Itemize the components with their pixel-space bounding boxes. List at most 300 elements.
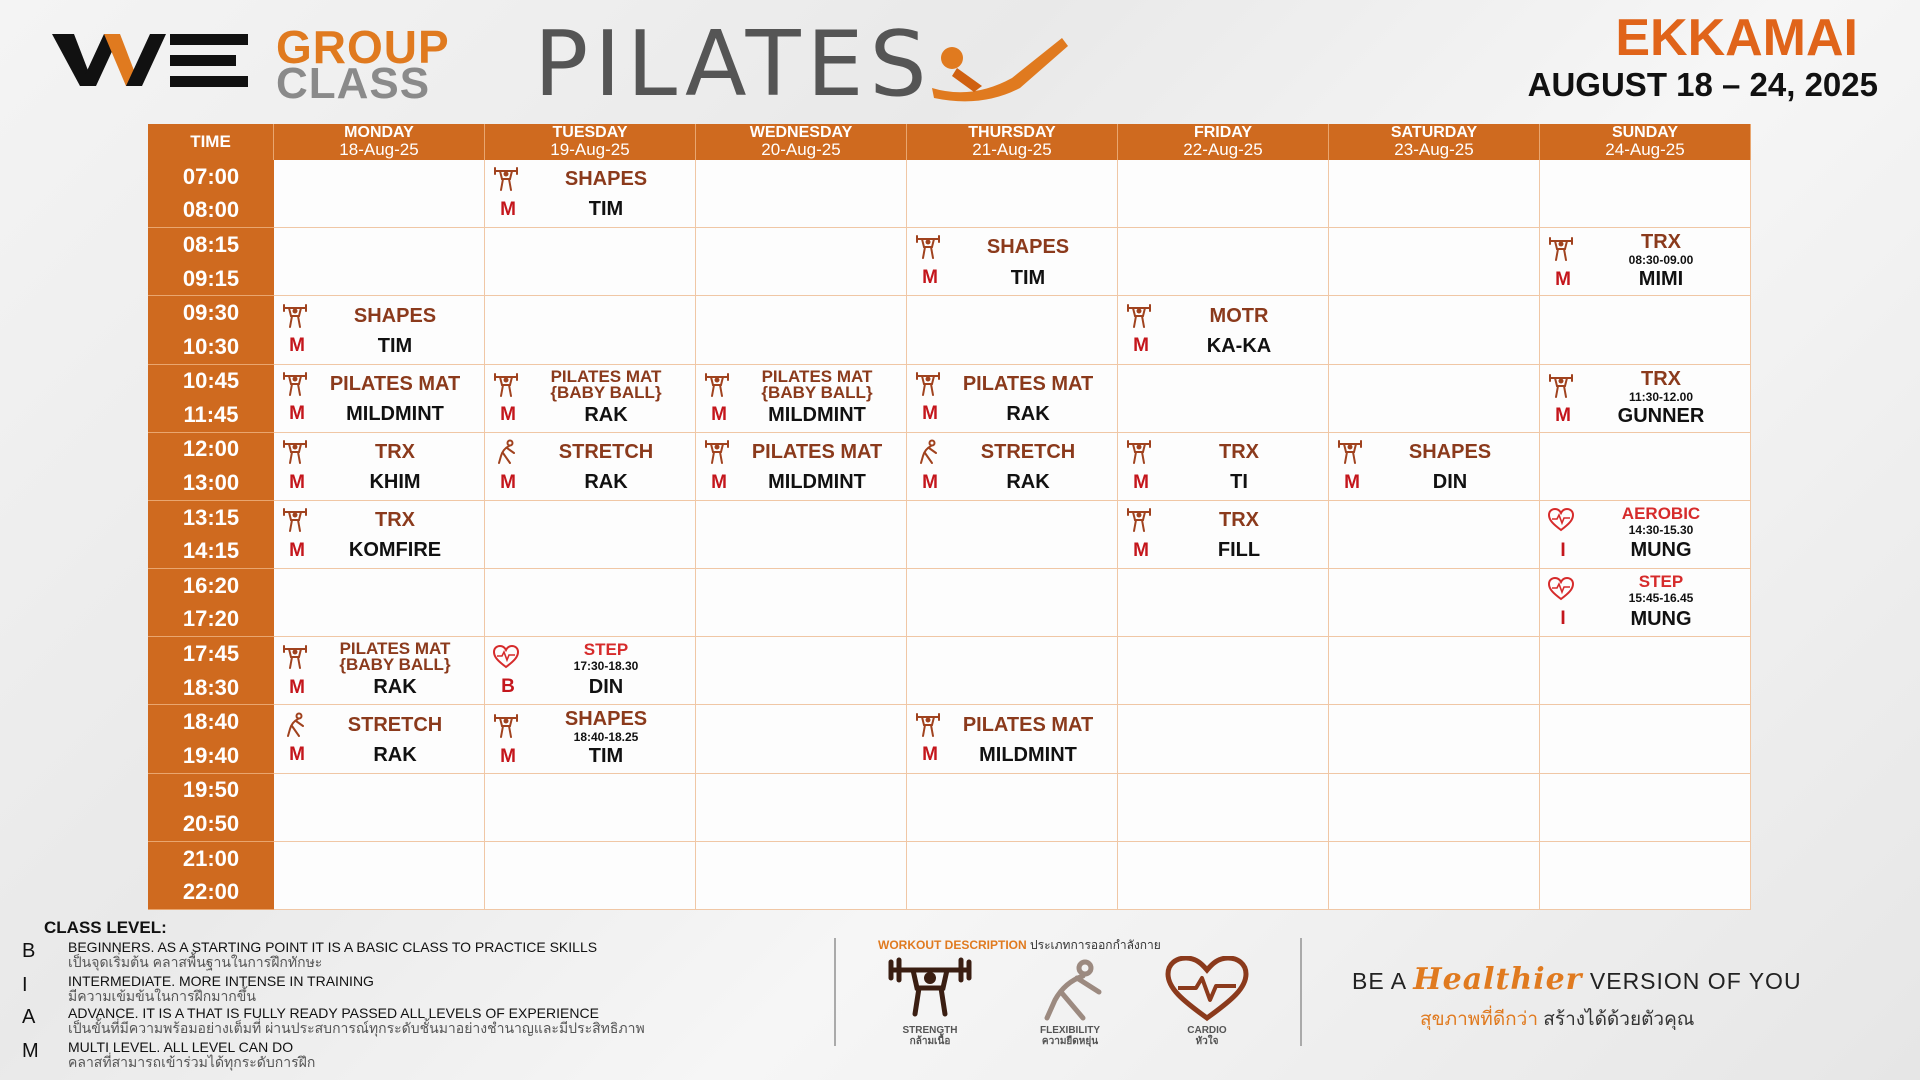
- instructor-name: TIM: [1010, 266, 1046, 289]
- class-name: [312, 306, 478, 326]
- class-name: [523, 709, 689, 743]
- tagline: BE A Healthier VERSION OF YOU: [1352, 962, 1802, 997]
- class-level: M: [711, 404, 727, 426]
- schedule-cell: [1540, 365, 1751, 433]
- class-name-text: PILATES MAT: [329, 372, 461, 395]
- schedule-cell: [1540, 296, 1751, 364]
- class-level: M: [1133, 471, 1149, 493]
- class-entry[interactable]: [274, 296, 484, 363]
- schedule-cell: [1329, 569, 1540, 637]
- strength-icon: [282, 439, 308, 465]
- strength-icon: [704, 439, 730, 465]
- schedule-cell: [1329, 501, 1540, 569]
- day-date: 18-Aug-25: [339, 140, 419, 160]
- class-level: M: [922, 471, 938, 493]
- level-desc-m: [68, 1040, 828, 1071]
- instructor-name: DIN: [588, 675, 624, 698]
- day-name: SATURDAY: [1390, 123, 1478, 141]
- class-name: [945, 374, 1111, 394]
- time-slot: [148, 569, 274, 637]
- day-date: 20-Aug-25: [761, 140, 841, 160]
- schedule-cell: [1118, 228, 1329, 296]
- schedule-cell: [1118, 774, 1329, 842]
- schedule-cell: [907, 774, 1118, 842]
- day-name: TUESDAY: [552, 123, 628, 141]
- schedule-cell: [696, 296, 907, 364]
- strength-icon: [885, 956, 975, 1022]
- class-entry[interactable]: [1118, 296, 1328, 363]
- schedule-cell: [1540, 501, 1751, 569]
- tagline-thai: สุขภาพที่ดีกว่า สร้างได้ด้วยตัวคุณ: [1420, 1009, 1695, 1030]
- instructor-name: MILDMINT: [346, 402, 444, 425]
- day-name: MONDAY: [344, 123, 414, 141]
- class-entry[interactable]: [485, 705, 695, 772]
- class-level: M: [922, 744, 938, 766]
- class-name-text: AEROBIC: [1621, 503, 1701, 523]
- schedule-cell: [907, 365, 1118, 433]
- class-name: [734, 366, 900, 402]
- schedule-cell: [485, 296, 696, 364]
- class-level: M: [1133, 335, 1149, 357]
- time-slot: [148, 705, 274, 773]
- instructor-name: KA-KA: [1206, 334, 1272, 357]
- schedule-cell: [696, 365, 907, 433]
- schedule-cell: [1118, 160, 1329, 228]
- instructor-name: RAK: [373, 676, 417, 699]
- pilates-pose-icon: [912, 28, 1072, 104]
- schedule-cell: [1540, 842, 1751, 910]
- instructor-name: RAK: [584, 471, 628, 494]
- level-thai: เป็นจุดเริ่มต้น คลาสพื้นฐานในการฝึกทักษะ: [68, 954, 323, 971]
- day-header-tuesday: [485, 124, 696, 160]
- class-entry[interactable]: [485, 637, 695, 704]
- strength-icon: [493, 166, 519, 192]
- class-name-text: TRX: [1219, 509, 1259, 532]
- schedule-cell: [1540, 569, 1751, 637]
- strength-icon: [1548, 373, 1574, 399]
- time-slot: [148, 501, 274, 569]
- instructor-name: TIM: [588, 745, 624, 768]
- slot-start: 18:40: [182, 709, 240, 735]
- slot-start: 16:20: [182, 572, 240, 598]
- class-entry[interactable]: [274, 365, 484, 432]
- class-entry[interactable]: [1540, 501, 1750, 568]
- class-level: M: [711, 471, 727, 493]
- class-level: M: [289, 539, 305, 561]
- class-level: M: [289, 744, 305, 766]
- class-level: I: [1560, 539, 1566, 561]
- class-entry[interactable]: [907, 228, 1117, 295]
- schedule-cell: [1118, 569, 1329, 637]
- schedule-cell: [274, 705, 485, 773]
- level-letter-b: B: [22, 940, 36, 962]
- schedule-cell: [1329, 842, 1540, 910]
- level-desc-i: [68, 974, 828, 1005]
- schedule-cell: [1540, 637, 1751, 705]
- class-level: M: [1344, 471, 1360, 493]
- class-name-text: SHAPES: [1408, 440, 1492, 463]
- footer-divider: [1300, 938, 1302, 1046]
- we-logo: [52, 24, 252, 96]
- strength-icon: [915, 371, 941, 397]
- schedule-cell: [1540, 433, 1751, 501]
- strength-icon: [1126, 507, 1152, 533]
- slot-end: 10:30: [182, 333, 240, 359]
- date-range: AUGUST 18 – 24, 2025: [1527, 66, 1878, 103]
- time-slot: [148, 433, 274, 501]
- day-header-sunday: [1540, 124, 1751, 160]
- class-level: M: [1555, 405, 1571, 427]
- footer-divider: [834, 938, 836, 1046]
- class-entry[interactable]: [1540, 228, 1750, 295]
- cardio-icon: [493, 644, 519, 670]
- cardio-icon: [1162, 956, 1252, 1022]
- instructor-name: MUNG: [1630, 539, 1692, 562]
- class-level: M: [1133, 539, 1149, 561]
- instructor-name: DIN: [1432, 471, 1468, 494]
- schedule-cell: [696, 842, 907, 910]
- day-name: THURSDAY: [968, 123, 1056, 141]
- class-name: [945, 237, 1111, 257]
- slot-start: 12:00: [182, 436, 240, 462]
- schedule-cell: [907, 842, 1118, 910]
- flexibility-icon: [493, 439, 519, 465]
- slot-start: 13:15: [182, 504, 240, 530]
- day-date: 19-Aug-25: [550, 140, 630, 160]
- class-name-text: STRETCH: [980, 440, 1076, 463]
- day-name: FRIDAY: [1193, 123, 1253, 141]
- flexibility-label: FLEXIBILITY ความยืดหยุ่น: [1040, 1025, 1100, 1047]
- class-name-text: PILATES MAT: [751, 440, 883, 463]
- class-level: M: [922, 267, 938, 289]
- schedule-cell: [1329, 228, 1540, 296]
- schedule-cell: [1540, 705, 1751, 773]
- instructor-name: MIMI: [1638, 268, 1684, 291]
- slot-end: 22:00: [182, 879, 240, 905]
- class-name: [312, 641, 478, 673]
- time-slot: [148, 160, 274, 228]
- workout-title-thai: ประเภทการออกกำลังกาย: [1030, 938, 1161, 952]
- time-slot: [148, 637, 274, 705]
- class-time: 18:40-18.25: [573, 730, 639, 745]
- class-entry[interactable]: [485, 433, 695, 500]
- schedule-cell: [1540, 774, 1751, 842]
- schedule-cell: [274, 160, 485, 228]
- schedule-cell: [1329, 774, 1540, 842]
- class-name: [1367, 442, 1533, 462]
- class-name: [523, 442, 689, 462]
- class-name-text: TRX: [375, 509, 415, 532]
- class-level: M: [922, 403, 938, 425]
- class-entry[interactable]: [1329, 433, 1539, 500]
- level-thai: มีความเข้มข้นในการฝึกมากขึ้น: [68, 988, 256, 1005]
- schedule-cell: [274, 433, 485, 501]
- slot-end: 11:45: [183, 401, 239, 427]
- schedule-cell: [485, 637, 696, 705]
- schedule-cell: [1118, 433, 1329, 501]
- strength-icon: [282, 371, 308, 397]
- class-level: M: [1555, 268, 1571, 290]
- class-name: [1156, 442, 1322, 462]
- class-name-text: SHAPES: [564, 708, 648, 731]
- slot-start: 21:00: [182, 845, 240, 871]
- day-header-monday: [274, 124, 485, 160]
- schedule-cell: [696, 228, 907, 296]
- class-entry[interactable]: [274, 705, 484, 772]
- schedule-cell: [907, 637, 1118, 705]
- slot-end: 20:50: [182, 810, 240, 836]
- slot-end: 18:30: [182, 674, 240, 700]
- class-name-text: TRX: [375, 440, 415, 463]
- schedule-cell: [907, 296, 1118, 364]
- level-desc-b: [68, 940, 828, 971]
- slot-start: 09:30: [182, 300, 240, 326]
- class-entry[interactable]: [1118, 433, 1328, 500]
- schedule-cell: [1118, 501, 1329, 569]
- class-time: 15:45-16.45: [1628, 591, 1694, 606]
- schedule-cell: [696, 501, 907, 569]
- day-header-saturday: [1329, 124, 1540, 160]
- class-name-text: PILATES MAT: [761, 366, 873, 386]
- schedule-cell: [696, 774, 907, 842]
- class-name: [945, 715, 1111, 735]
- schedule-cell: [1118, 365, 1329, 433]
- strength-icon: [1126, 303, 1152, 329]
- day-date: 24-Aug-25: [1605, 140, 1685, 160]
- day-header-wednesday: [696, 124, 907, 160]
- class-name: [1156, 306, 1322, 326]
- class-name-sub: {BABY BALL}: [550, 382, 662, 402]
- class-name-text: STRETCH: [347, 713, 443, 736]
- class-time: 08:30-09.00: [1628, 253, 1694, 268]
- strength-icon: [282, 303, 308, 329]
- class-name: [312, 374, 478, 394]
- level-thai: คลาสที่สามารถเข้าร่วมได้ทุกระดับการฝึก: [68, 1054, 316, 1071]
- class-name-text: TRX: [1219, 440, 1259, 463]
- class-level: M: [289, 335, 305, 357]
- day-name: WEDNESDAY: [749, 123, 853, 141]
- class-entry[interactable]: [274, 433, 484, 500]
- schedule-cell: [485, 433, 696, 501]
- class-name-text: STEP: [1638, 572, 1684, 592]
- class-entry[interactable]: [1118, 501, 1328, 568]
- schedule-cell: [485, 365, 696, 433]
- cardio-label: CARDIO หัวใจ: [1187, 1025, 1227, 1047]
- schedule-cell: [696, 705, 907, 773]
- strength-icon: [1337, 439, 1363, 465]
- pilates-word: PILATES: [534, 12, 933, 117]
- schedule-cell: [274, 569, 485, 637]
- class-level: M: [289, 403, 305, 425]
- schedule-cell: [1118, 637, 1329, 705]
- instructor-name: RAK: [1006, 402, 1050, 425]
- class-name: [1578, 232, 1744, 266]
- class-level: M: [289, 676, 305, 698]
- instructor-name: FILL: [1217, 539, 1261, 562]
- instructor-name: RAK: [373, 743, 417, 766]
- class-name: [1156, 510, 1322, 530]
- schedule-cell: [274, 842, 485, 910]
- schedule-cell: [485, 705, 696, 773]
- time-slot: [148, 296, 274, 364]
- slot-end: 13:00: [182, 470, 240, 496]
- schedule-cell: [1118, 296, 1329, 364]
- schedule-cell: [274, 501, 485, 569]
- instructor-name: MILDMINT: [979, 743, 1077, 766]
- schedule-cell: [274, 296, 485, 364]
- strength-label: STRENGTH กล้ามเนื้อ: [902, 1025, 958, 1047]
- schedule-cell: [1118, 842, 1329, 910]
- class-name-text: PILATES MAT: [339, 639, 451, 659]
- class-level: B: [501, 676, 515, 698]
- class-name: [734, 442, 900, 462]
- class-name: [523, 169, 689, 189]
- schedule-cell: [907, 501, 1118, 569]
- flexibility-icon: [1025, 956, 1115, 1022]
- class-name-text: TRX: [1641, 231, 1681, 254]
- day-date: 21-Aug-25: [972, 140, 1052, 160]
- instructor-name: GUNNER: [1617, 404, 1705, 427]
- class-level: M: [289, 471, 305, 493]
- class-name-text: STEP: [583, 640, 629, 660]
- instructor-name: TIM: [588, 198, 624, 221]
- level-text: INTERMEDIATE. MORE INTENSE IN TRAINING: [68, 973, 374, 989]
- class-name-text: SHAPES: [564, 168, 648, 191]
- schedule-cell: [1329, 637, 1540, 705]
- time-slot: [148, 228, 274, 296]
- day-date: 22-Aug-25: [1183, 140, 1263, 160]
- time-slot: [148, 365, 274, 433]
- class-name: [312, 442, 478, 462]
- strength-icon: [1548, 236, 1574, 262]
- slot-end: 08:00: [182, 197, 240, 223]
- group-word: GROUP: [276, 21, 450, 73]
- class-entry[interactable]: [696, 433, 906, 500]
- strength-icon: [493, 372, 519, 398]
- level-thai: เป็นขั้นที่มีความพร้อมอย่างเต็มที่ ผ่านประสบการณ์ทุกระดับชั้นมาอย่างชำนาญและมีประสิทธิภาพ: [68, 1020, 645, 1037]
- day-header-thursday: [907, 124, 1118, 160]
- instructor-name: TI: [1230, 471, 1248, 494]
- schedule-cell: [1540, 160, 1751, 228]
- class-name: [945, 442, 1111, 462]
- schedule-cell: [1540, 228, 1751, 296]
- level-text: BEGINNERS. AS A STARTING POINT IT IS A BASIC CLASS TO PRACTICE SKILLS: [68, 939, 598, 955]
- level-text: ADVANCE. IT IS A THAT IS FULLY READY PASSED ALL LEVELS OF EXPERIENCE: [68, 1005, 599, 1021]
- level-letter-a: A: [22, 1006, 36, 1028]
- slot-end: 19:40: [182, 742, 240, 768]
- schedule-cell: [696, 637, 907, 705]
- class-entry[interactable]: [274, 637, 484, 704]
- class-level: M: [500, 745, 516, 767]
- schedule-cell: [1118, 705, 1329, 773]
- instructor-name: MILDMINT: [768, 403, 866, 426]
- class-entry[interactable]: [485, 160, 695, 227]
- strength-icon: [493, 713, 519, 739]
- class-time: 11:30-12.00: [1628, 389, 1694, 404]
- class-level-title: CLASS LEVEL:: [44, 918, 167, 937]
- class-name-text: PILATES MAT: [550, 366, 662, 386]
- class-level: M: [500, 471, 516, 493]
- class-level: I: [1560, 608, 1566, 630]
- level-text: MULTI LEVEL. ALL LEVEL CAN DO: [68, 1039, 294, 1055]
- time-slot: [148, 774, 274, 842]
- instructor-name: RAK: [1006, 471, 1050, 494]
- schedule-cell: [485, 160, 696, 228]
- strength-icon: [704, 372, 730, 398]
- slot-end: 14:15: [182, 538, 240, 564]
- class-entry[interactable]: [1540, 569, 1750, 636]
- instructor-name: MILDMINT: [768, 471, 866, 494]
- schedule-cell: [696, 433, 907, 501]
- instructor-name: MUNG: [1630, 607, 1692, 630]
- class-time: 17:30-18.30: [573, 659, 639, 674]
- class-name-text: STRETCH: [558, 440, 654, 463]
- class-name-text: MOTR: [1209, 304, 1269, 327]
- schedule-cell: [485, 569, 696, 637]
- class-level: M: [500, 404, 516, 426]
- class-entry[interactable]: [1540, 365, 1750, 432]
- class-name-text: PILATES MAT: [962, 372, 1094, 395]
- strength-icon: [1126, 439, 1152, 465]
- schedule-cell: [274, 774, 485, 842]
- class-name-text: TRX: [1641, 367, 1681, 390]
- strength-icon: [915, 234, 941, 260]
- class-word: CLASS: [276, 59, 431, 108]
- class-name-text: PILATES MAT: [962, 713, 1094, 736]
- schedule-table: [148, 124, 1750, 910]
- instructor-name: KOMFIRE: [348, 539, 442, 562]
- class-name: [1578, 573, 1744, 604]
- class-level: M: [500, 198, 516, 220]
- time-slot: [148, 842, 274, 910]
- class-name: [523, 366, 689, 402]
- branch-name: EKKAMAI: [1615, 9, 1858, 67]
- strength-icon: [915, 712, 941, 738]
- class-entry[interactable]: [485, 365, 695, 432]
- class-entry[interactable]: [274, 501, 484, 568]
- class-name: [523, 641, 689, 672]
- day-header-friday: [1118, 124, 1329, 160]
- class-name: [1578, 369, 1744, 403]
- slot-start: 10:45: [182, 368, 240, 394]
- class-name-text: SHAPES: [353, 304, 437, 327]
- schedule-cell: [485, 842, 696, 910]
- slot-end: 09:15: [182, 265, 240, 291]
- schedule-cell: [274, 637, 485, 705]
- schedule-cell: [485, 774, 696, 842]
- schedule-cell: [1329, 365, 1540, 433]
- workout-title-en: WORKOUT DESCRIPTION: [878, 938, 1027, 952]
- class-name: [312, 715, 478, 735]
- instructor-name: RAK: [584, 403, 628, 426]
- level-desc-a: [68, 1006, 828, 1037]
- level-letter-i: I: [22, 974, 28, 996]
- class-entry[interactable]: [907, 433, 1117, 500]
- class-entry[interactable]: [907, 365, 1117, 432]
- schedule-cell: [485, 501, 696, 569]
- strength-icon: [282, 507, 308, 533]
- cardio-icon: [1548, 576, 1574, 602]
- flexibility-icon: [282, 712, 308, 738]
- day-name: SUNDAY: [1611, 123, 1679, 141]
- class-entry[interactable]: [696, 365, 906, 432]
- slot-start: 07:00: [182, 163, 240, 189]
- cardio-icon: [1548, 507, 1574, 533]
- schedule-cell: [274, 365, 485, 433]
- instructor-name: KHIM: [369, 471, 421, 494]
- schedule-cell: [907, 160, 1118, 228]
- class-entry[interactable]: [907, 705, 1117, 772]
